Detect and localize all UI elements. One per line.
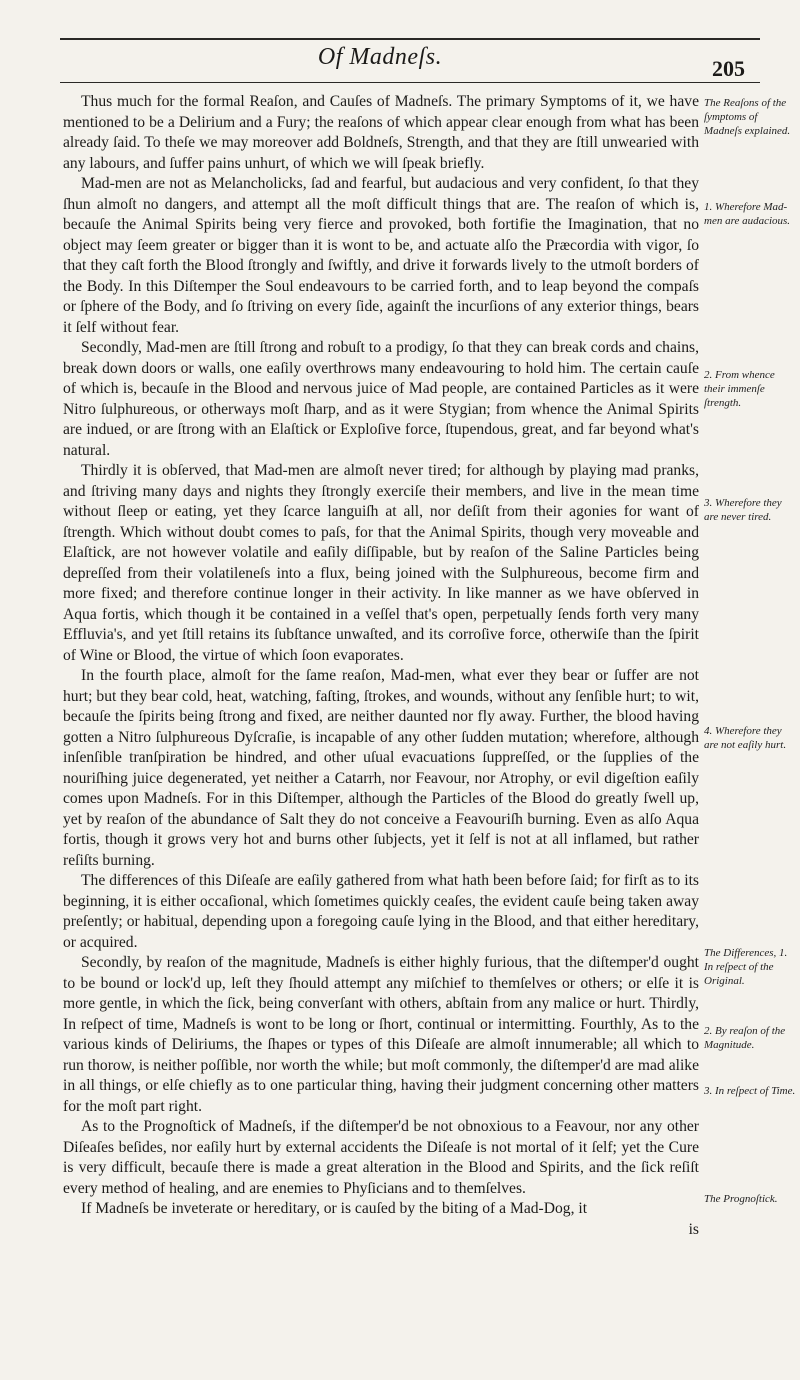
margin-note-time: 3. In reſpect of Time. (704, 1085, 796, 1097)
paragraph-inveterate: If Madneſs be inveterate or hereditary, or is cauſed by the biting of a Mad-Dog, it (81, 1200, 588, 1217)
paragraph-strength: Secondly, Mad-men are ſtill ſtrong and robuſt to a prodigy, ſo that they can break cords and chains, break down doors or walls, one eaſily overthrows many endeavouring to hold him. The certain cauſe of which is, becauſe in the Blood and nervous juice of Mad people, are contained Particles as it were Nitro ſulphureous, or otherways moſt ſharp, and as it were Stygian; from whence the Animal Spirits are indued, or are ſtrong with an Elaſtick or Exploſive force, ſtupendous, great, and far beyond what's natural. (63, 339, 699, 459)
margin-note-differences: The Differences, 1. In reſpect of the Original. (704, 947, 788, 987)
paragraph-primary-symptoms: Thus much for the formal Reaſon, and Cauſes of Madneſs. The primary Symptoms of it, we have mentioned to be a Delirium and a Fury; the reaſons of which appear clear enough from what has been already ſaid. To theſe we may moreover add Boldneſs, Strength, and that they are ſtill unwearied with any labours, and ſuffer pains unhurt, of which we will ſpeak briefly. (63, 93, 699, 172)
paragraph-not-hurt: In the fourth place, almoſt for the ſame reaſon, Mad-men, what ever they bear or ſuffer are not hurt; but they bear cold, heat, watching, faſting, ſtrokes, and wounds, without any ſenſible hurt; to wit, becauſe the ſpirits being ſtrong and fixed, are neither daunted nor fly away. Further, the blood having gotten a Nitro ſulphureous Dyſcraſie, is incapable of any other ſudden mutation; wherefore, although inſenſible tranſpiration be hindred, and other uſual evacuations ſuppreſſed, or the ſupplies of the nouriſhing juice degenerated, yet neither a Catarrh, nor Feavour, nor Atrophy, or evil digeſtion eaſily comes upon Madneſs. For in this Diſtemper, although the Particles of the Blood do greatly ſwell up, yet by reaſon of the abundance of Salt they do not conceive a Feavouriſh burning. Even as alſo Aqua fortis, though it grows very hot and burns other ſubjects, yet it ſelf is not at all inflamed, but rather reſiſts burning. (63, 667, 699, 869)
margin-note-never-tired: 3. Wherefore they are never tired. (704, 497, 782, 523)
main-text (63, 92, 699, 1240)
paragraph-differences: The differences of this Diſeaſe are eaſily gathered from what hath been before ſaid; for firſt as to its beginning, it is either occaſional, which ſometimes quickly ceaſes, the evident cauſe being taken away preſently; or habitual, depending upon a foregoing cauſe lying in the Blood, and that either hereditary, or acquired. (63, 872, 699, 951)
margin-note-strength: 2. From whence their immenſe ſtrength. (704, 369, 775, 409)
margin-note-prognostick: The Prognoſtick. (704, 1193, 778, 1205)
paragraph-prognostick: As to the Prognoſtick of Madneſs, if the diſtemper'd be not obnoxious to a Feavour, nor any other Diſeaſes beſides, nor eaſily hurt by external accidents the Diſeaſe is not mortal of it ſelf; yet the Cure is very difficult, becauſe there is made a great alteration in the Blood and Spirits, and the ſick reſiſt every method of healing, and are enemies to Phyſicians and to themſelves. (63, 1118, 699, 1197)
top-rule (60, 38, 760, 40)
margin-note-magnitude: 2. By reaſon of the Magnitude. (704, 1025, 786, 1051)
paragraph-audacious: Mad-men are not as Melancholicks, ſad and fearful, but audacious and very confident, ſo that they ſhun almoſt no dangers, and attempt all the moſt difficult things that are. The reaſon of which is, becauſe the Animal Spirits being very fierce and provoked, both fortifie the Imagination, that no object may ſeem greater or bigger than it is wont to be, and actuate alſo the Præcordia with vigor, ſo that they caſt forth the Blood ſtrongly and ſwiftly, and drive it forwards lively to the utmoſt borders of the Body. In this Diſtemper the Soul endeavours to be carried forth, and to leap beyond the compaſs or ſphere of the Body, and ſo ſtriving on every ſide, againſt the incurſions of any exterior things, bears it ſelf without fear. (63, 175, 699, 336)
catchword: is (688, 1220, 699, 1238)
page-number: 205 (712, 56, 745, 81)
margin-note-not-hurt: 4. Wherefore they are not eaſily hurt. (704, 725, 787, 751)
running-head-title: Of Madneſs. (317, 44, 443, 70)
margin-note-audacious: 1. Wherefore Mad-men are audacious. (704, 201, 791, 227)
paragraph-magnitude: Secondly, by reaſon of the magnitude, Madneſs is either highly furious, that the diſtemper'd ought to be bound or lock'd up, leſt they ſhould attempt any miſchief to themſelves or others; or elſe it is more gentle, in which the ſick, being converſant with others, abſtain from any malice or hurt. Thirdly, In reſpect of time, Madneſs is wont to be long or ſhort, continual or intermitting. Fourthly, As to the various kinds of Deliriums, the ſhapes or types of this Diſeaſe are almoſt innumerable; all which to run thorow, is neither poſſible, nor worth the while; but moſt commonly, the diſtemper'd are mad alike in all things, or elſe chiefly as to one particular thing, having their judgment concerning other matters for the moſt part right. (63, 954, 699, 1115)
margin-note-reasons: The Reaſons of the ſymptoms of Madneſs explained. (704, 97, 791, 137)
header-rule (60, 82, 760, 83)
paragraph-never-tired: Thirdly it is obſerved, that Mad-men are almoſt never tired; for although by playing mad pranks, and ſtriving many days and nights they ſtrongly exerciſe their members, and live in the mean time without ſleep or eating, yet they ſcarce languiſh at all, nor deſiſt from their agonies for want of ſtrength. Which without doubt comes to paſs, for that the Animal Spirits, though very moveable and Elaſtick, are not however volatile and eaſily diſſipable, but by reaſon of the Saline Particles being depreſſed from their volatileneſs into a flux, being joined with the Sulphureous, become firm and more fixed; and therefore continue longer in their activity. In like manner as we have obſerved in Aqua fortis, which though it be contained in a veſſel that's open, perpetually ſends forth very many Effluvia's, and yet ſtill retains its ſubſtance unwaſted, and its corroſive force, otherwiſe than the ſpirit of Wine or Blood, the virtue of which ſoon evaporates. (63, 462, 699, 664)
